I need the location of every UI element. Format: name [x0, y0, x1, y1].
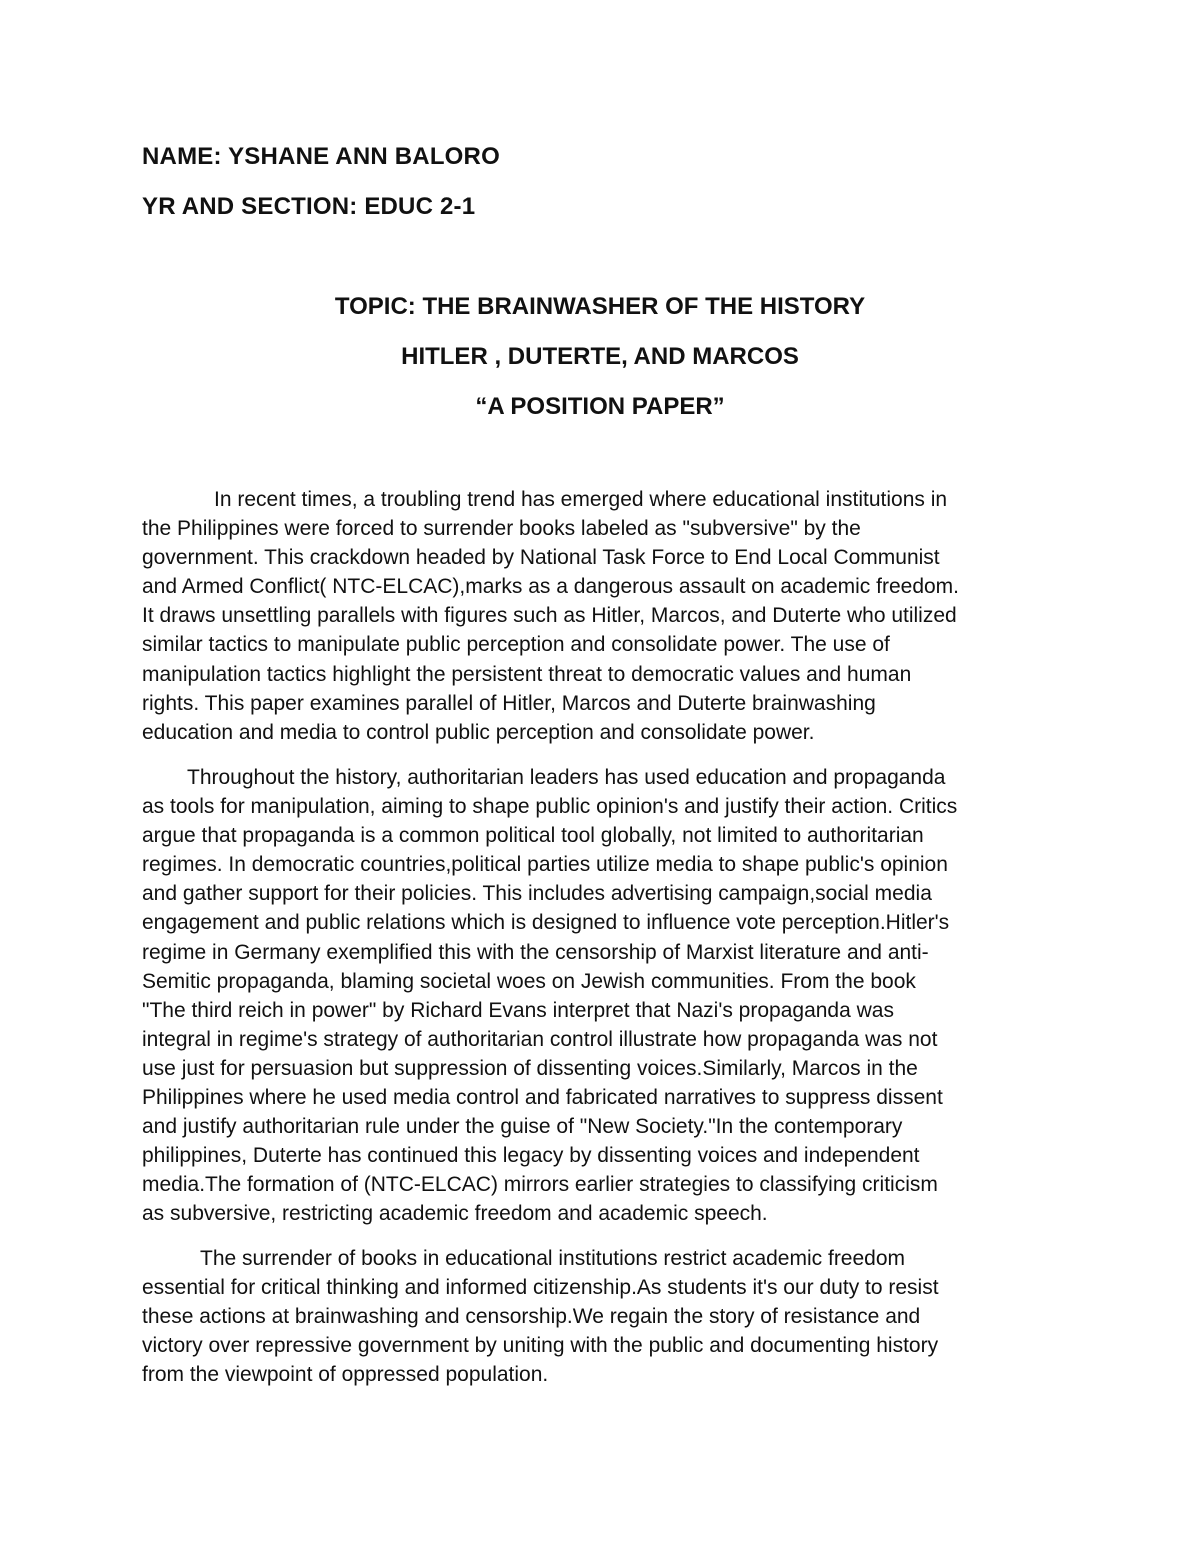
paragraph-conclusion: [142, 1244, 1072, 1389]
paper-type-title: “A POSITION PAPER”: [475, 393, 725, 420]
paragraph-line: Throughout the history, authoritarian leaders has used education and propaganda: [187, 766, 946, 789]
paragraph-line: similar tactics to manipulate public perception and consolidate power. The use of: [142, 633, 890, 657]
subject-names-title: HITLER , DUTERTE, AND MARCOS: [401, 343, 799, 370]
paragraph-history: [142, 763, 1072, 1229]
paragraph-line: philippines, Duterte has continued this legacy by dissenting voices and independent: [142, 1144, 920, 1168]
paragraph-line: and Armed Conflict( NTC-ELCAC),marks as a dangerous assault on academic freedom.: [142, 575, 960, 599]
paragraph-line: integral in regime's strategy of authoritarian control illustrate how propaganda was not: [142, 1027, 938, 1051]
paragraph-line: as subversive, restricting academic freedom and academic speech.: [142, 1202, 768, 1226]
paragraph-line: regime in Germany exemplified this with the censorship of Marxist literature and anti-: [142, 940, 929, 964]
paragraph-line: as tools for manipulation, aiming to shape public opinion's and justify their action. Critics: [142, 795, 958, 819]
paragraph-line: and gather support for their policies. This includes advertising campaign,social media: [142, 882, 932, 906]
paragraph-line: essential for critical thinking and informed citizenship.As students it's our duty to resist: [142, 1276, 939, 1300]
paragraph-introduction: [142, 485, 1072, 747]
paragraph-line: rights. This paper examines parallel of Hitler, Marcos and Duterte brainwashing: [142, 691, 876, 715]
paragraph-line: and justify authoritarian rule under the guise of "New Society."In the contemporary: [142, 1115, 903, 1139]
paragraph-line: manipulation tactics highlight the persistent threat to democratic values and human: [142, 662, 912, 686]
year-section-line: YR AND SECTION: EDUC 2-1: [142, 193, 476, 220]
paragraph-line: In recent times, a troubling trend has emerged where educational institutions in: [214, 488, 948, 511]
paragraph-line: use just for persuasion but suppression of dissenting voices.Similarly, Marcos in the: [142, 1056, 918, 1080]
paragraph-line: regimes. In democratic countries,political parties utilize media to shape public's opinion: [142, 853, 948, 877]
paragraph-line: "The third reich in power" by Richard Evans interpret that Nazi's propaganda was: [142, 998, 894, 1022]
paragraph-line: It draws unsettling parallels with figures such as Hitler, Marcos, and Duterte who utilized: [142, 604, 957, 628]
topic-title: TOPIC: THE BRAINWASHER OF THE HISTORY: [334, 293, 866, 320]
paragraph-line: media.The formation of (NTC-ELCAC) mirrors earlier strategies to classifying criticism: [142, 1173, 938, 1197]
paragraph-line: argue that propaganda is a common political tool globally, not limited to authoritarian: [142, 824, 924, 848]
paragraph-line: these actions at brainwashing and censorship.We regain the story of resistance and: [142, 1305, 921, 1329]
paragraph-line: from the viewpoint of oppressed population.: [142, 1363, 549, 1387]
paragraph-line: engagement and public relations which is designed to influence vote perception.Hitler's: [142, 911, 950, 935]
paragraph-line: victory over repressive government by uniting with the public and documenting history: [142, 1334, 939, 1358]
paragraph-line: Philippines where he used media control and fabricated narratives to suppress dissent: [142, 1086, 943, 1110]
paragraph-line: government. This crackdown headed by National Task Force to End Local Communist: [142, 546, 940, 570]
paragraph-line: education and media to control public perception and consolidate power.: [142, 720, 815, 744]
paragraph-line: the Philippines were forced to surrender books labeled as "subversive" by the: [142, 517, 861, 541]
paragraph-line: Semitic propaganda, blaming societal woes on Jewish communities. From the book: [142, 969, 916, 993]
paragraph-line: The surrender of books in educational institutions restrict academic freedom: [200, 1247, 906, 1270]
student-name-line: NAME: YSHANE ANN BALORO: [142, 143, 500, 170]
